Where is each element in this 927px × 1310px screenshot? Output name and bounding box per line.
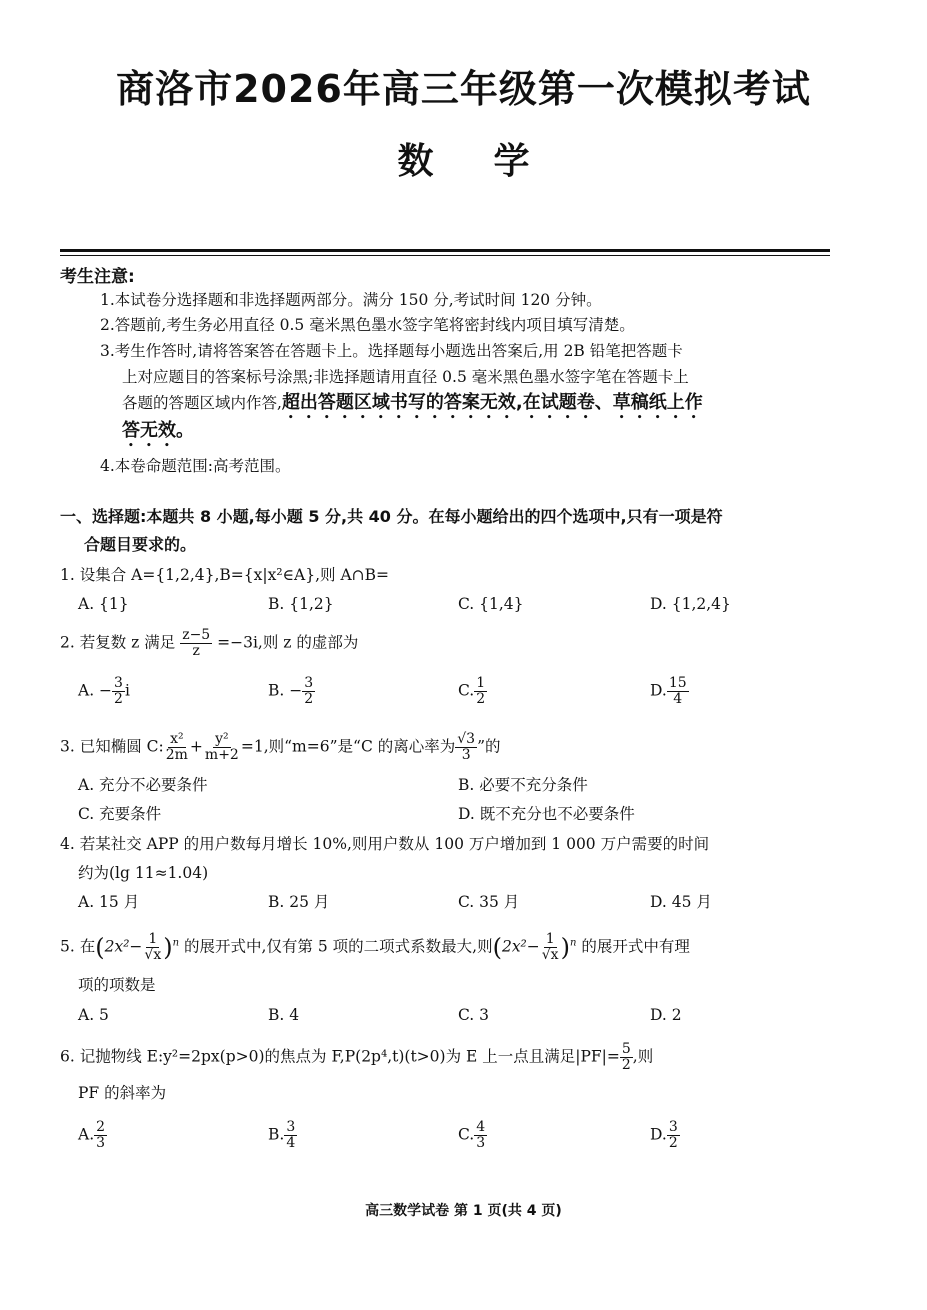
notice-item-3-line-4: 答无效。 xyxy=(122,420,194,441)
q2-option-b xyxy=(268,676,315,707)
q2-d-num: 15 xyxy=(668,675,687,691)
section-1-heading-cont: 合题目要求的。 xyxy=(84,535,197,554)
q3-f1-den: 2m xyxy=(165,747,188,763)
q2-c-label: C. xyxy=(458,681,475,700)
q3-stem xyxy=(60,732,501,763)
notice-item-3-line-1: 3.考生作答时,请将答案答在答题卡上。选择题每小题选出答案后,用 2B 铅笔把答题卡 xyxy=(100,342,683,360)
q6-option-a xyxy=(78,1120,107,1151)
q6-option-c xyxy=(458,1120,487,1151)
q6-c-label: C. xyxy=(458,1125,475,1144)
q5-option-d: D. 2 xyxy=(650,1006,682,1024)
q3-option-c: C. 充要条件 xyxy=(78,805,162,823)
q6-b-frac xyxy=(284,1120,297,1151)
q6-option-b xyxy=(268,1120,297,1151)
q2-a-num: 3 xyxy=(114,675,123,691)
q3-f3-den: 3 xyxy=(461,747,471,763)
notice-item-2: 2.答题前,考生务必用直径 0.5 毫米黑色墨水签字笔将密封线内项目填写清楚。 xyxy=(100,316,635,334)
q3-mid: =1,则“m=6”是“C 的离心率为 xyxy=(240,737,456,756)
q6-a-den: 3 xyxy=(96,1135,106,1151)
q5-option-a: A. 5 xyxy=(78,1006,109,1024)
q2-d-label: D. xyxy=(650,681,667,700)
q2-prefix: 2. 若复数 z 满足 xyxy=(60,633,176,652)
q4-option-a: A. 15 月 xyxy=(78,893,140,911)
q6-prefix: 6. 记抛物线 E:y²=2px(p>0)的焦点为 F,P(2p⁴,t)(t>0)为 E 上一点且满足|PF|= xyxy=(60,1047,620,1066)
q3-frac-1 xyxy=(164,732,190,763)
q3-option-b: B. 必要不充分条件 xyxy=(458,776,588,794)
q6-stem-line-2: PF 的斜率为 xyxy=(78,1084,167,1102)
q5-paren-open-2: ( xyxy=(492,933,502,962)
q5-power-2: n xyxy=(569,937,577,949)
q3-frac-3 xyxy=(455,732,477,763)
q1-stem: 1. 设集合 A={1,2,4},B={x|x²∈A},则 A∩B= xyxy=(60,566,390,584)
notice-item-3-line-3-a: 各题的答题区域内作答, xyxy=(122,394,282,412)
q2-b-num: 3 xyxy=(304,675,314,691)
q6-d-frac xyxy=(667,1120,680,1151)
q3-plus: + xyxy=(189,737,203,756)
q3-prefix: 3. 已知椭圆 C: xyxy=(60,737,164,756)
q6-d-label: D. xyxy=(650,1125,667,1144)
q2-fraction xyxy=(180,628,212,659)
q3-frac-2 xyxy=(203,732,241,763)
q2-d-den: 4 xyxy=(673,691,683,707)
q6-stem-line-1 xyxy=(60,1042,653,1073)
q2-option-d xyxy=(650,676,689,707)
subject-title: 数学 xyxy=(397,141,590,182)
q6-frac xyxy=(620,1042,633,1073)
header-rule-thick xyxy=(60,249,830,252)
q4-option-b: B. 25 月 xyxy=(268,893,330,911)
q2-frac-den: z xyxy=(192,643,200,659)
q3-option-a: A. 充分不必要条件 xyxy=(78,776,208,794)
q3-f3-num: √3 xyxy=(457,731,476,747)
notice-item-3-line-3 xyxy=(122,392,703,423)
q4-option-c: C. 35 月 xyxy=(458,893,520,911)
section-1-heading: 一、选择题:本题共 8 小题,每小题 5 分,共 40 分。在每小题给出的四个选项中,只有一项是符 xyxy=(60,507,723,526)
q4-stem-line-2: 约为(lg 11≈1.04) xyxy=(78,864,209,882)
q5-mid: 的展开式中,仅有第 5 项的二项式系数最大,则 xyxy=(184,937,493,956)
q2-frac-num: z−5 xyxy=(182,627,211,643)
q6-f-den: 2 xyxy=(621,1057,631,1073)
q5-stem-line-2: 项的项数是 xyxy=(78,976,156,994)
q4-option-d: D. 45 月 xyxy=(650,893,712,911)
q5-paren-close-2: ) xyxy=(560,933,570,962)
q5-f1-den: √x xyxy=(144,947,162,963)
q2-a-tail: i xyxy=(124,681,130,700)
q2-c-den: 2 xyxy=(476,691,486,707)
q6-a-frac xyxy=(94,1120,107,1151)
notice-item-1: 1.本试卷分选择题和非选择题两部分。满分 150 分,考试时间 120 分钟。 xyxy=(100,291,602,309)
q4-stem-line-1: 4. 若某社交 APP 的用户数每月增长 10%,则用户数从 100 万户增加到 1 000 万户需要的时间 xyxy=(60,835,710,853)
q2-b-frac xyxy=(302,676,315,707)
q5-expr-1: 2x²− xyxy=(104,937,143,956)
q6-d-den: 2 xyxy=(668,1135,678,1151)
q2-d-frac xyxy=(667,676,689,707)
notice-title: 考生注意: xyxy=(60,267,135,287)
notice-item-3-line-2: 上对应题目的答案标号涂黑;非选择题请用直径 0.5 毫米黑色墨水签字笔在答题卡上 xyxy=(122,368,689,386)
q5-option-c: C. 3 xyxy=(458,1006,490,1024)
q3-f2-den: m+2 xyxy=(204,747,239,763)
q6-suffix: ,则 xyxy=(632,1047,654,1066)
exam-title: 商洛市2026年高三年级第一次模拟考试 xyxy=(116,67,811,111)
q1-option-b: B. {1,2} xyxy=(268,595,334,613)
q6-b-num: 3 xyxy=(286,1119,296,1135)
q2-c-num: 1 xyxy=(476,675,486,691)
q2-a-frac xyxy=(112,676,125,707)
q6-c-frac xyxy=(474,1120,487,1151)
q5-frac-2 xyxy=(540,932,561,963)
q5-f1-num: 1 xyxy=(148,931,158,947)
q2-suffix: =−3i,则 z 的虚部为 xyxy=(217,633,359,652)
q5-power-1: n xyxy=(172,937,180,949)
q2-a-den: 2 xyxy=(114,691,123,707)
q6-c-den: 3 xyxy=(476,1135,486,1151)
q5-paren-open-1: ( xyxy=(95,933,105,962)
q6-b-den: 4 xyxy=(286,1135,296,1151)
q2-c-frac xyxy=(474,676,487,707)
q5-frac-1 xyxy=(142,932,163,963)
q5-stem-line-1 xyxy=(60,932,690,963)
q6-a-label: A. xyxy=(78,1125,95,1144)
q1-option-a: A. {1} xyxy=(78,595,129,613)
q6-a-num: 2 xyxy=(96,1119,106,1135)
notice-item-4: 4.本卷命题范围:高考范围。 xyxy=(100,457,291,475)
q2-option-a xyxy=(78,676,130,707)
q6-f-num: 5 xyxy=(621,1041,631,1057)
q6-c-num: 4 xyxy=(476,1119,486,1135)
header-rule-thin xyxy=(60,255,830,256)
q2-b-label: B. − xyxy=(268,681,303,700)
q2-option-c xyxy=(458,676,487,707)
q6-b-label: B. xyxy=(268,1125,285,1144)
q3-suffix: ”的 xyxy=(477,737,501,756)
q5-suffix: 的展开式中有理 xyxy=(581,937,690,956)
page-footer: 高三数学试卷 第 1 页(共 4 页) xyxy=(365,1203,562,1219)
q5-f2-num: 1 xyxy=(545,931,555,947)
q5-option-b: B. 4 xyxy=(268,1006,300,1024)
q5-expr-2: 2x²− xyxy=(501,937,540,956)
q5-prefix: 5. 在 xyxy=(60,937,96,956)
q5-paren-close-1: ) xyxy=(163,933,173,962)
q3-f1-num: x² xyxy=(170,731,184,747)
q1-option-d: D. {1,2,4} xyxy=(650,595,731,613)
q6-d-num: 3 xyxy=(668,1119,678,1135)
q2-stem xyxy=(60,628,358,659)
q3-option-d: D. 既不充分也不必要条件 xyxy=(458,805,635,823)
q6-option-d xyxy=(650,1120,680,1151)
q2-b-den: 2 xyxy=(304,691,314,707)
q5-f2-den: √x xyxy=(541,947,559,963)
q3-f2-num: y² xyxy=(215,731,229,747)
q1-option-c: C. {1,4} xyxy=(458,595,524,613)
q2-a-label: A. − xyxy=(78,681,113,700)
notice-emphasis: 超出答题区域书写的答案无效,在试题卷、草稿纸上作 xyxy=(281,392,703,413)
